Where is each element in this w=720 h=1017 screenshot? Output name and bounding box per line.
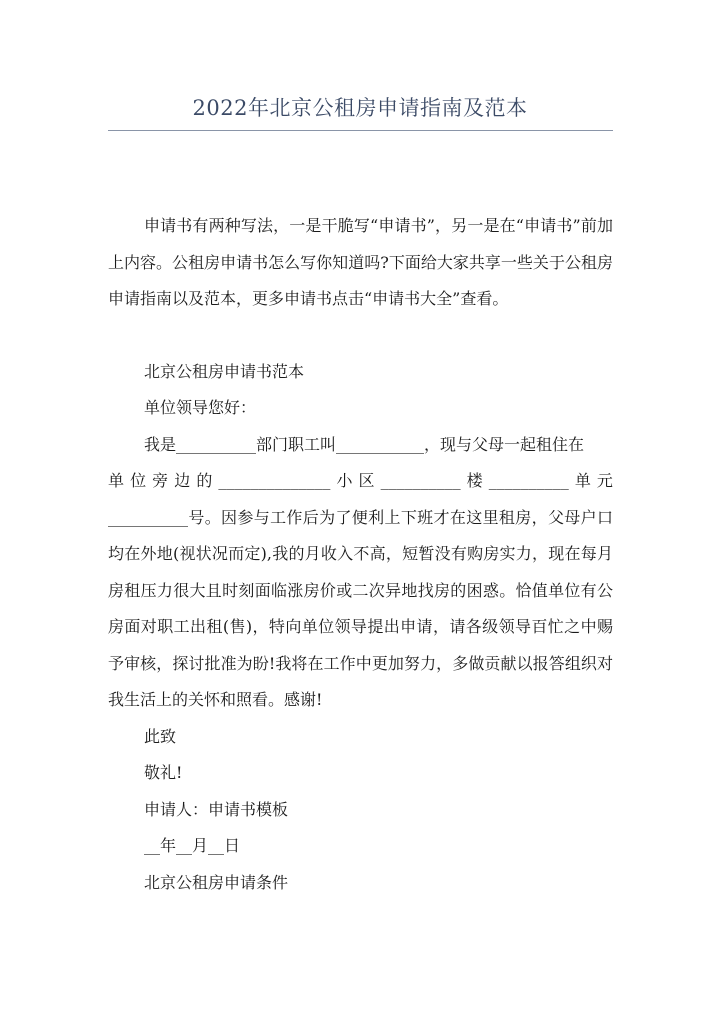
letter-line-2-part: 的 — [196, 471, 213, 490]
paragraph-spacer — [108, 318, 613, 354]
date-line: __年__月__日 — [144, 836, 241, 855]
letter-line-2-part: 楼 — [466, 471, 483, 490]
letter-line-2-part: 单 — [574, 471, 591, 490]
applicant-signature: 申请人：申请书模板 — [144, 799, 289, 819]
letter-line-2-part: 旁 — [152, 471, 169, 490]
document-title: 2022年北京公租房申请指南及范本 — [192, 96, 528, 120]
next-section-heading: 北京公租房申请条件 — [144, 872, 289, 892]
letter-body: __________号。因参与工作后为了便利上下班才在这里租房，父母户口均在外地(视状况而定),我的月收入不高，短暂没有购房实力，现在每月房租压力很大且时刻面临涨房价或二次异地找房的困惑。恰值单位有公房面对职工出租(售)，特向单位领导提出申请，请各级领导百忙之中赐予审核，探讨批准为盼!我将在工作中更加努力，多做贡献以报答组织对我生活上的关怀和照看。感谢! — [108, 507, 613, 709]
letter-line-1: 我是__________部门职工叫___________，现与父母一起租住在 — [144, 434, 585, 454]
letter-line-2-part: 区 — [358, 471, 375, 490]
letter-line-2-part: 位 — [130, 471, 147, 490]
intro-paragraph: 申请书有两种写法，一是干脆写“申请书”，另一是在“申请书”前加上内容。公租房申请书怎么写你知道吗?下面给大家共享一些关于公租房申请指南以及范本，更多申请书点击“申请书大全”查看。 — [108, 216, 613, 308]
salutation: 单位领导您好： — [144, 398, 257, 417]
letter-line-2-part: ______________ — [218, 471, 331, 490]
letter-line-2-part: 小 — [336, 471, 353, 490]
letter-line-2-part: 元 — [596, 471, 613, 490]
letter-line-2-part: 边 — [174, 471, 191, 490]
letter-line-2-part: __________ — [380, 471, 461, 490]
closing-line-2: 敬礼! — [144, 763, 183, 782]
section-heading: 北京公租房申请书范本 — [144, 361, 305, 381]
letter-line-2 — [108, 463, 613, 500]
letter-line-2-part: 单 — [108, 471, 125, 490]
closing-line-1: 此致 — [144, 726, 177, 746]
document-body — [108, 208, 613, 901]
title-divider — [108, 130, 613, 131]
letter-line-2-part: __________ — [488, 471, 569, 490]
